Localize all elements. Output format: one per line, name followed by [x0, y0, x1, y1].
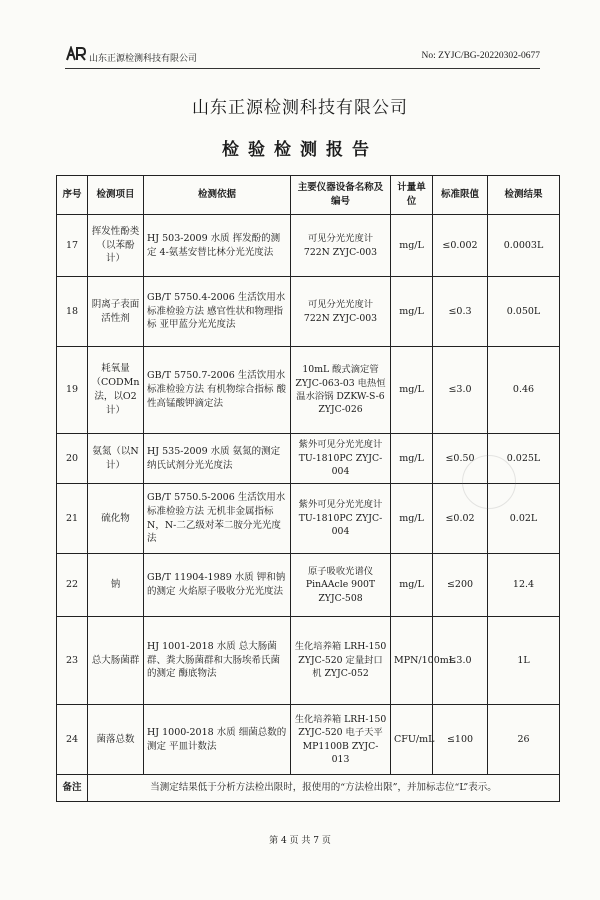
cell-unit: mg/L: [391, 215, 433, 277]
cell-result: 0.0003L: [488, 215, 560, 277]
cell-equipment: 生化培养箱 LRH-150 ZYJC-520 电子天平 MP1100B ZYJC-013: [291, 705, 391, 775]
column-header-basis: 检测依据: [144, 176, 291, 215]
cell-item: 氨氮（以N计）: [88, 434, 144, 484]
cell-basis: GB/T 5750.4-2006 生活饮用水标准检验方法 感官性状和物理指标 亚甲蓝分光光度法: [144, 277, 291, 347]
document-report-title: 检验检测报告: [222, 140, 378, 160]
cell-unit: CFU/mL: [391, 705, 433, 775]
faint-seal-stamp: [462, 455, 516, 509]
cell-basis: HJ 1001-2018 水质 总大肠菌群、粪大肠菌群和大肠埃希氏菌的测定 酶底物法: [144, 617, 291, 705]
cell-equipment: 生化培养箱 LRH-150 ZYJC-520 定量封口机 ZYJC-052: [291, 617, 391, 705]
header-company-name: 山东正源检测科技有限公司: [89, 54, 198, 64]
cell-basis: HJ 503-2009 水质 挥发酚的测定 4-氨基安替比林分光光度法: [144, 215, 291, 277]
cell-result: 0.050L: [488, 277, 560, 347]
cell-unit: mg/L: [391, 277, 433, 347]
cell-item: 总大肠菌群: [88, 617, 144, 705]
cell-limit: ≤0.02: [433, 484, 488, 554]
cell-basis: HJ 535-2009 水质 氨氮的测定 纳氏试剂分光光度法: [144, 434, 291, 484]
table-row: [57, 347, 560, 434]
remarks-row: [57, 775, 560, 802]
cell-limit: ≤0.002: [433, 215, 488, 277]
column-header-unit: 计量单位: [391, 176, 433, 215]
cell-no: 19: [57, 347, 88, 434]
company-logo-icon: [65, 46, 87, 62]
table-row: [57, 617, 560, 705]
cell-no: 22: [57, 554, 88, 617]
cell-item: 耗氧量（CODMn法，以O2计）: [88, 347, 144, 434]
cell-limit: ≤3.0: [433, 617, 488, 705]
cell-basis: HJ 1000-2018 水质 细菌总数的测定 平皿计数法: [144, 705, 291, 775]
cell-unit: mg/L: [391, 554, 433, 617]
report-number: No: ZYJC/BG-20220302-0677: [421, 51, 540, 61]
table-row: [57, 215, 560, 277]
cell-equipment: 紫外可见分光光度计 TU-1810PC ZYJC-004: [291, 484, 391, 554]
cell-no: 18: [57, 277, 88, 347]
cell-no: 17: [57, 215, 88, 277]
page-header: [65, 40, 540, 69]
document-company-title: 山东正源检测科技有限公司: [192, 98, 408, 118]
cell-unit: mg/L: [391, 434, 433, 484]
cell-unit: mg/L: [391, 347, 433, 434]
cell-item: 阴离子表面活性剂: [88, 277, 144, 347]
cell-equipment: 10mL 酸式滴定管 ZYJC-063-03 电热恒温水浴锅 DZKW-S-6 ZYJC-026: [291, 347, 391, 434]
cell-limit: ≤3.0: [433, 347, 488, 434]
column-header-equipment: 主要仪器设备名称及编号: [291, 176, 391, 215]
cell-basis: GB/T 11904-1989 水质 钾和钠的测定 火焰原子吸收分光光度法: [144, 554, 291, 617]
cell-limit: ≤200: [433, 554, 488, 617]
cell-unit: mg/L: [391, 484, 433, 554]
table-row: [57, 554, 560, 617]
cell-basis: GB/T 5750.5-2006 生活饮用水标准检验方法 无机非金属指标 N，N-二乙级对苯二胺分光光度法: [144, 484, 291, 554]
cell-unit: MPN/100mL: [391, 617, 433, 705]
table-row: [57, 705, 560, 775]
cell-item: 钠: [88, 554, 144, 617]
cell-result: 0.025L: [488, 434, 560, 484]
cell-equipment: 可见分光光度计 722N ZYJC-003: [291, 215, 391, 277]
cell-equipment: 原子吸收光谱仪 PinAAcle 900T ZYJC-508: [291, 554, 391, 617]
cell-result: 26: [488, 705, 560, 775]
cell-limit: ≤100: [433, 705, 488, 775]
cell-no: 21: [57, 484, 88, 554]
cell-item: 菌落总数: [88, 705, 144, 775]
cell-result: 12.4: [488, 554, 560, 617]
remarks-text: 当测定结果低于分析方法检出限时，报使用的“方法检出限”，并加标志位“L”表示。: [88, 775, 560, 802]
column-header-no: 序号: [57, 176, 88, 215]
cell-no: 23: [57, 617, 88, 705]
cell-basis: GB/T 5750.7-2006 生活饮用水标准检验方法 有机物综合指标 酸性高锰酸钾滴定法: [144, 347, 291, 434]
cell-limit: ≤0.3: [433, 277, 488, 347]
cell-item: 硫化物: [88, 484, 144, 554]
page-footer: 第 4 页 共 7 页: [269, 836, 331, 846]
cell-no: 20: [57, 434, 88, 484]
cell-equipment: 可见分光光度计 722N ZYJC-003: [291, 277, 391, 347]
cell-result: 0.46: [488, 347, 560, 434]
cell-result: 0.02L: [488, 484, 560, 554]
column-header-limit: 标准限值: [433, 176, 488, 215]
cell-no: 24: [57, 705, 88, 775]
remarks-label: 备注: [57, 775, 88, 802]
table-header-row: [57, 176, 560, 215]
column-header-result: 检测结果: [488, 176, 560, 215]
column-header-item: 检测项目: [88, 176, 144, 215]
cell-item: 挥发性酚类（以苯酚计）: [88, 215, 144, 277]
cell-result: 1L: [488, 617, 560, 705]
cell-limit: ≤0.50: [433, 434, 488, 484]
table-row: [57, 277, 560, 347]
cell-equipment: 紫外可见分光光度计 TU-1810PC ZYJC-004: [291, 434, 391, 484]
